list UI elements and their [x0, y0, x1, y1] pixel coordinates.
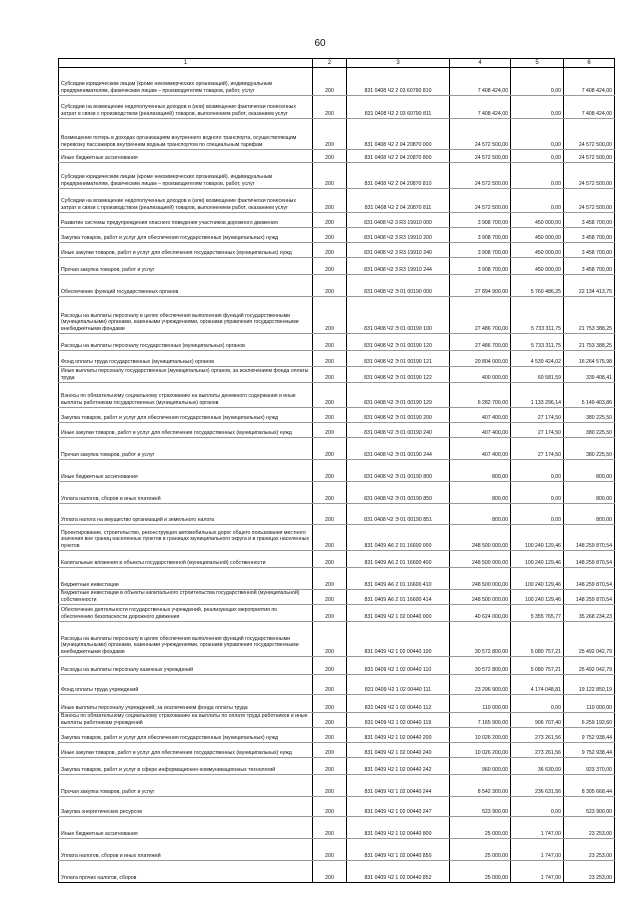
row-plan: 20 804 000,00	[450, 351, 511, 367]
table-row	[59, 622, 615, 657]
table-row	[59, 775, 615, 797]
row-rest: 25 492 042,79	[564, 622, 615, 657]
table-row	[59, 758, 615, 775]
table-row	[59, 150, 615, 163]
row-plan: 30 572 800,00	[450, 657, 511, 675]
row-kbk: 831 0408 Ч2 2 04 20870 800	[347, 150, 450, 163]
row-code: 200	[313, 861, 347, 883]
row-rest: 800,00	[564, 504, 615, 525]
row-rest: 19 122 850,19	[564, 675, 615, 695]
row-name: Закупка товаров, работ и услуг в сфере информационно-коммуникационных технологий	[59, 758, 313, 775]
row-done: 5 733 311,75	[511, 334, 564, 351]
row-done: 4 539 424,02	[511, 351, 564, 367]
row-kbk: 831 0409 Ч2 1 02 00440 000	[347, 605, 450, 622]
table-row	[59, 839, 615, 861]
row-code: 200	[313, 657, 347, 675]
table-row	[59, 213, 615, 228]
table-row	[59, 861, 615, 883]
row-done: 0,00	[511, 189, 564, 213]
row-plan: 800,00	[450, 460, 511, 482]
row-code: 200	[313, 275, 347, 297]
table-row	[59, 258, 615, 275]
row-kbk: 831 0409 А6 2 01 16600 414	[347, 590, 450, 605]
row-name: Уплата налогов, сборов и иных платежей	[59, 482, 313, 504]
row-name: Иные закупки товаров, работ и услуг для обеспечения государственных (муниципальных) нужд	[59, 743, 313, 758]
row-code: 200	[313, 150, 347, 163]
row-plan: 248 500 000,00	[450, 590, 511, 605]
table-row	[59, 675, 615, 695]
row-kbk: 831 0408 Ч2 3 R3 19910 240	[347, 243, 450, 258]
column-number: 4	[450, 59, 511, 68]
table-row	[59, 504, 615, 525]
row-code: 200	[313, 213, 347, 228]
row-name: Прочая закупка товаров, работ и услуг	[59, 258, 313, 275]
row-name: Капитальные вложения в объекты государственной (муниципальной) собственности	[59, 551, 313, 568]
row-kbk: 831 0408 Ч2 Э 01 00190 129	[347, 383, 450, 408]
row-plan: 110 000,00	[450, 695, 511, 713]
row-done: 0,00	[511, 96, 564, 119]
row-done: 0,00	[511, 695, 564, 713]
row-kbk: 831 0409 Ч2 1 02 00440 119	[347, 713, 450, 728]
row-kbk: 831 0409 А6 2 01 16600 410	[347, 568, 450, 590]
row-done: 5 080 757,21	[511, 657, 564, 675]
row-plan: 7 408 424,00	[450, 68, 511, 96]
row-plan: 800,00	[450, 504, 511, 525]
row-kbk: 831 0408 Ч2 2 04 20870 000	[347, 119, 450, 150]
row-name: Расходы на выплаты персоналу в целях обеспечения выполнения функций государственными (муниципальными) органами, казенными учреждениями, органами управления государственными внебюджетными фондами	[59, 622, 313, 657]
table-row	[59, 743, 615, 758]
row-rest: 339 408,41	[564, 367, 615, 383]
table-row	[59, 297, 615, 334]
row-done: 273 261,56	[511, 728, 564, 743]
row-done: 100 240 129,46	[511, 568, 564, 590]
row-kbk: 831 0408 Ч2 Э 01 00190 851	[347, 504, 450, 525]
row-code: 200	[313, 163, 347, 189]
row-rest: 22 134 413,75	[564, 275, 615, 297]
row-done: 1 747,00	[511, 839, 564, 861]
table-row	[59, 797, 615, 817]
row-rest: 23 253,00	[564, 839, 615, 861]
row-code: 200	[313, 713, 347, 728]
row-plan: 6 282 700,00	[450, 383, 511, 408]
row-rest: 5 149 403,86	[564, 383, 615, 408]
row-done: 0,00	[511, 68, 564, 96]
row-kbk: 831 0408 Ч2 Э 01 00190 240	[347, 423, 450, 438]
row-done: 0,00	[511, 150, 564, 163]
row-done: 0,00	[511, 119, 564, 150]
column-number-row	[59, 59, 615, 68]
budget-table	[58, 58, 615, 883]
row-name: Иные закупки товаров, работ и услуг для обеспечения государственных (муниципальных) нужд	[59, 423, 313, 438]
table-row	[59, 482, 615, 504]
row-kbk: 831 0408 Ч2 Э 01 00190 850	[347, 482, 450, 504]
row-kbk: 831 0409 Ч2 1 02 00440 852	[347, 861, 450, 883]
row-plan: 40 624 000,00	[450, 605, 511, 622]
row-plan: 248 500 000,00	[450, 568, 511, 590]
row-done: 36 630,00	[511, 758, 564, 775]
row-name: Иные выплаты персоналу государственных (муниципальных) органов, за исключением фонда оплаты труда	[59, 367, 313, 383]
row-done: 1 747,00	[511, 817, 564, 839]
row-rest: 23 253,00	[564, 861, 615, 883]
row-done: 27 174,50	[511, 438, 564, 460]
row-rest: 380 225,50	[564, 408, 615, 423]
table-row	[59, 817, 615, 839]
row-rest: 7 408 424,00	[564, 96, 615, 119]
row-rest: 24 572 500,00	[564, 163, 615, 189]
row-plan: 960 000,00	[450, 758, 511, 775]
row-name: Иные бюджетные ассигнования	[59, 817, 313, 839]
table-row	[59, 605, 615, 622]
column-number: 5	[511, 59, 564, 68]
row-kbk: 831 0408 Ч2 2 04 20870 811	[347, 189, 450, 213]
row-done: 273 261,56	[511, 743, 564, 758]
row-done: 906 707,40	[511, 713, 564, 728]
row-rest: 24 572 500,00	[564, 150, 615, 163]
table-row	[59, 243, 615, 258]
row-done: 100 240 129,46	[511, 590, 564, 605]
row-name: Иные закупки товаров, работ и услуг для обеспечения государственных (муниципальных) нужд	[59, 243, 313, 258]
row-plan: 400 000,00	[450, 367, 511, 383]
row-done: 450 000,00	[511, 213, 564, 228]
table-row	[59, 163, 615, 189]
row-name: Расходы на выплаты персоналу в целях обеспечения выполнения функций государственными (муниципальными) органами, казенными учреждениями, органами управления государственными внебюджетными фондами	[59, 297, 313, 334]
row-kbk: 831 0408 Ч2 Э 01 00190 244	[347, 438, 450, 460]
row-kbk: 831 0409 А6 2 01 16600 000	[347, 525, 450, 551]
row-name: Прочая закупка товаров, работ и услуг	[59, 438, 313, 460]
row-code: 200	[313, 96, 347, 119]
table-row	[59, 275, 615, 297]
row-code: 200	[313, 525, 347, 551]
row-name: Закупка товаров, работ и услуг для обеспечения государственных (муниципальных) нужд	[59, 228, 313, 243]
row-plan: 3 908 700,00	[450, 258, 511, 275]
row-name: Бюджетные инвестиции в объекты капитального строительства государственной (муниципальной) собственности	[59, 590, 313, 605]
row-done: 0,00	[511, 797, 564, 817]
row-rest: 148 259 870,54	[564, 525, 615, 551]
row-code: 200	[313, 695, 347, 713]
table-row	[59, 590, 615, 605]
row-done: 5 355 765,77	[511, 605, 564, 622]
row-done: 450 000,00	[511, 258, 564, 275]
row-code: 200	[313, 504, 347, 525]
table-row	[59, 728, 615, 743]
row-rest: 3 458 700,00	[564, 258, 615, 275]
row-plan: 248 500 000,00	[450, 525, 511, 551]
row-code: 200	[313, 551, 347, 568]
column-number: 3	[347, 59, 450, 68]
row-name: Развитие системы предупреждения опасного поведения участников дорожного движения	[59, 213, 313, 228]
row-code: 200	[313, 817, 347, 839]
row-code: 200	[313, 605, 347, 622]
row-name: Расходы на выплаты персоналу государственных (муниципальных) органов	[59, 334, 313, 351]
row-plan: 24 572 500,00	[450, 163, 511, 189]
row-code: 200	[313, 334, 347, 351]
row-done: 5 733 311,75	[511, 297, 564, 334]
table-row	[59, 423, 615, 438]
table-row	[59, 68, 615, 96]
row-name: Субсидии юридическим лицам (кроме некоммерческих организаций), индивидуальным предпринимателям, физическим лицам – производителям товаров, работ, услуг	[59, 163, 313, 189]
row-plan: 8 542 300,00	[450, 775, 511, 797]
table-row	[59, 189, 615, 213]
row-rest: 380 225,50	[564, 423, 615, 438]
row-code: 200	[313, 367, 347, 383]
table-row	[59, 551, 615, 568]
row-done: 27 174,50	[511, 408, 564, 423]
row-done: 5 080 757,21	[511, 622, 564, 657]
row-done: 0,00	[511, 482, 564, 504]
row-rest: 25 492 042,79	[564, 657, 615, 675]
row-rest: 9 752 938,44	[564, 728, 615, 743]
row-kbk: 831 0408 Ч2 Э 01 00190 100	[347, 297, 450, 334]
table-row	[59, 525, 615, 551]
row-rest: 523 900,00	[564, 797, 615, 817]
row-kbk: 831 0408 Ч2 3 R3 19910 200	[347, 228, 450, 243]
row-plan: 24 572 500,00	[450, 150, 511, 163]
row-kbk: 831 0408 Ч2 Э 01 00190 121	[347, 351, 450, 367]
row-code: 200	[313, 622, 347, 657]
row-plan: 7 165 900,00	[450, 713, 511, 728]
row-rest: 9 752 938,44	[564, 743, 615, 758]
row-plan: 24 572 500,00	[450, 119, 511, 150]
row-done: 450 000,00	[511, 228, 564, 243]
row-done: 4 174 048,81	[511, 675, 564, 695]
row-plan: 407 400,00	[450, 423, 511, 438]
row-kbk: 831 0408 Ч2 3 R3 19910 000	[347, 213, 450, 228]
row-code: 200	[313, 423, 347, 438]
row-name: Проектирование, строительство, реконструкция автомобильных дорог общего пользования местного значения вне границ населенных пунктов в границах муниципального округа и в границах населенных пунктов	[59, 525, 313, 551]
row-name: Закупка товаров, работ и услуг для обеспечения государственных (муниципальных) нужд	[59, 408, 313, 423]
table-row	[59, 334, 615, 351]
row-code: 200	[313, 119, 347, 150]
row-name: Субсидии юридическим лицам (кроме некоммерческих организаций), индивидуальным предпринимателям, физическим лицам – производителям товаров, работ, услуг	[59, 68, 313, 96]
row-code: 200	[313, 758, 347, 775]
row-rest: 110 000,00	[564, 695, 615, 713]
table-row	[59, 438, 615, 460]
row-kbk: 831 0408 Ч2 Э 01 00190 000	[347, 275, 450, 297]
table-row	[59, 351, 615, 367]
row-code: 200	[313, 228, 347, 243]
row-done: 0,00	[511, 504, 564, 525]
row-plan: 27 486 700,00	[450, 297, 511, 334]
row-kbk: 831 0408 Ч2 2 04 20870 810	[347, 163, 450, 189]
row-code: 200	[313, 839, 347, 861]
row-plan: 3 908 700,00	[450, 243, 511, 258]
row-code: 200	[313, 243, 347, 258]
row-name: Фонд оплаты труда государственных (муниципальных) органов	[59, 351, 313, 367]
row-kbk: 831 0408 Ч2 Э 01 00190 122	[347, 367, 450, 383]
row-name: Фонд оплаты труда учреждений	[59, 675, 313, 695]
row-plan: 3 908 700,00	[450, 213, 511, 228]
column-number: 6	[564, 59, 615, 68]
row-code: 200	[313, 351, 347, 367]
row-plan: 25 000,00	[450, 817, 511, 839]
row-kbk: 831 0409 Ч2 1 02 00440 112	[347, 695, 450, 713]
row-rest: 3 458 700,00	[564, 213, 615, 228]
row-kbk: 831 0409 Ч2 1 02 00440 244	[347, 775, 450, 797]
row-done: 0,00	[511, 163, 564, 189]
row-done: 236 631,56	[511, 775, 564, 797]
row-name: Субсидии на возмещение недополученных доходов и (или) возмещение фактически понесенных затрат в связи с производством (реализацией) товаров, выполнением работ, оказанием услуг	[59, 96, 313, 119]
row-kbk: 831 0409 Ч2 1 02 00440 110	[347, 657, 450, 675]
row-name: Уплата налога на имущество организаций и земельного налога	[59, 504, 313, 525]
row-code: 200	[313, 743, 347, 758]
row-plan: 10 026 200,00	[450, 728, 511, 743]
row-name: Взносы по обязательному социальному страхованию на выплаты денежного содержания и иные выплаты работникам государственных (муниципальных) органов	[59, 383, 313, 408]
row-plan: 10 026 200,00	[450, 743, 511, 758]
table-row	[59, 408, 615, 423]
row-done: 100 240 129,46	[511, 551, 564, 568]
row-done: 450 000,00	[511, 243, 564, 258]
row-code: 200	[313, 68, 347, 96]
row-plan: 248 500 000,00	[450, 551, 511, 568]
row-kbk: 831 0409 Ч2 1 02 00440 247	[347, 797, 450, 817]
row-code: 200	[313, 568, 347, 590]
table-row	[59, 119, 615, 150]
row-rest: 800,00	[564, 482, 615, 504]
row-kbk: 831 0409 Ч2 1 02 00440 200	[347, 728, 450, 743]
row-rest: 35 268 234,23	[564, 605, 615, 622]
row-done: 5 760 486,25	[511, 275, 564, 297]
row-name: Прочая закупка товаров, работ и услуг	[59, 775, 313, 797]
row-plan: 27 486 700,00	[450, 334, 511, 351]
row-kbk: 831 0408 Ч2 Э 01 00190 800	[347, 460, 450, 482]
row-name: Иные бюджетные ассигнования	[59, 150, 313, 163]
table-row	[59, 568, 615, 590]
row-code: 200	[313, 258, 347, 275]
row-done: 1 133 296,14	[511, 383, 564, 408]
row-name: Бюджетные инвестиции	[59, 568, 313, 590]
row-rest: 24 572 500,00	[564, 119, 615, 150]
row-plan: 27 894 900,00	[450, 275, 511, 297]
row-rest: 148 259 870,54	[564, 568, 615, 590]
row-name: Уплата прочих налогов, сборов	[59, 861, 313, 883]
row-code: 200	[313, 460, 347, 482]
row-done: 100 240 129,46	[511, 525, 564, 551]
table-row	[59, 367, 615, 383]
table-row	[59, 228, 615, 243]
row-name: Расходы на выплаты персоналу казенных учреждений	[59, 657, 313, 675]
row-code: 200	[313, 438, 347, 460]
row-plan: 23 296 900,00	[450, 675, 511, 695]
row-name: Обеспечение функций государственных органов	[59, 275, 313, 297]
row-kbk: 831 0409 Ч2 1 02 00440 242	[347, 758, 450, 775]
row-plan: 523 900,00	[450, 797, 511, 817]
row-kbk: 831 0408 Ч2 Э 01 00190 200	[347, 408, 450, 423]
row-code: 200	[313, 383, 347, 408]
row-name: Взносы по обязательному социальному страхованию на выплаты по оплате труда работников и иные выплаты работникам учреждений	[59, 713, 313, 728]
table-row	[59, 96, 615, 119]
page-number: 60	[314, 38, 326, 49]
row-code: 200	[313, 482, 347, 504]
row-rest: 800,00	[564, 460, 615, 482]
row-rest: 148 259 870,54	[564, 590, 615, 605]
row-code: 200	[313, 408, 347, 423]
row-kbk: 831 0409 Ч2 1 02 00440 800	[347, 817, 450, 839]
row-code: 200	[313, 590, 347, 605]
row-code: 200	[313, 728, 347, 743]
table-row	[59, 713, 615, 728]
row-rest: 3 458 700,00	[564, 228, 615, 243]
row-name: Уплата налогов, сборов и иных платежей	[59, 839, 313, 861]
row-code: 200	[313, 675, 347, 695]
table-row	[59, 657, 615, 675]
row-done: 0,00	[511, 460, 564, 482]
row-code: 200	[313, 775, 347, 797]
row-rest: 8 305 668,44	[564, 775, 615, 797]
row-plan: 407 400,00	[450, 438, 511, 460]
row-code: 200	[313, 189, 347, 213]
row-plan: 25 000,00	[450, 839, 511, 861]
row-kbk: 831 0409 Ч2 1 02 00440 100	[347, 622, 450, 657]
row-name: Иные выплаты персоналу учреждений, за исключением фонда оплаты труда	[59, 695, 313, 713]
row-code: 200	[313, 297, 347, 334]
row-kbk: 831 0408 Ч2 3 R3 19910 244	[347, 258, 450, 275]
row-rest: 148 259 870,54	[564, 551, 615, 568]
row-rest: 24 572 500,00	[564, 189, 615, 213]
row-code: 200	[313, 797, 347, 817]
row-rest: 23 253,00	[564, 817, 615, 839]
row-kbk: 831 0409 Ч2 1 02 00440 850	[347, 839, 450, 861]
row-plan: 7 408 424,00	[450, 96, 511, 119]
row-name: Субсидии на возмещение недополученных доходов и (или) возмещение фактически понесенных затрат в связи с производством (реализацией) товаров, выполнением работ, оказанием услуг	[59, 189, 313, 213]
row-kbk: 831 0409 А6 2 01 16600 400	[347, 551, 450, 568]
row-rest: 6 259 192,60	[564, 713, 615, 728]
row-rest: 7 408 424,00	[564, 68, 615, 96]
row-name: Закупка энергетических ресурсов	[59, 797, 313, 817]
row-done: 60 581,59	[511, 367, 564, 383]
row-rest: 16 264 575,98	[564, 351, 615, 367]
table-row	[59, 460, 615, 482]
table-row	[59, 383, 615, 408]
row-plan: 30 572 800,00	[450, 622, 511, 657]
row-plan: 25 000,00	[450, 861, 511, 883]
row-kbk: 831 0409 Ч2 1 02 00440 111	[347, 675, 450, 695]
row-kbk: 831 0408 Ч2 2 03 60790 810	[347, 68, 450, 96]
row-plan: 3 908 700,00	[450, 228, 511, 243]
column-number: 1	[59, 59, 313, 68]
row-kbk: 831 0408 Ч2 Э 01 00190 120	[347, 334, 450, 351]
row-done: 1 747,00	[511, 861, 564, 883]
column-number: 2	[313, 59, 347, 68]
row-name: Закупка товаров, работ и услуг для обеспечения государственных (муниципальных) нужд	[59, 728, 313, 743]
row-plan: 407 400,00	[450, 408, 511, 423]
row-plan: 24 572 500,00	[450, 189, 511, 213]
row-rest: 3 458 700,00	[564, 243, 615, 258]
row-name: Иные бюджетные ассигнования	[59, 460, 313, 482]
row-rest: 21 753 388,25	[564, 297, 615, 334]
row-rest: 923 370,00	[564, 758, 615, 775]
row-kbk: 831 0408 Ч2 2 03 60790 811	[347, 96, 450, 119]
row-rest: 380 225,50	[564, 438, 615, 460]
row-name: Обеспечение деятельности государственных учреждений, реализующих мероприятия по обеспечению безопасности дорожного движения	[59, 605, 313, 622]
row-plan: 800,00	[450, 482, 511, 504]
table-row	[59, 695, 615, 713]
row-name: Возмещение потерь в доходах организациям внутреннего водного транспорта, осуществляющим перевозку пассажиров внутренним водным транспортом по специальным тарифам	[59, 119, 313, 150]
row-done: 27 174,50	[511, 423, 564, 438]
row-rest: 21 753 388,25	[564, 334, 615, 351]
row-kbk: 831 0409 Ч2 1 02 00440 240	[347, 743, 450, 758]
